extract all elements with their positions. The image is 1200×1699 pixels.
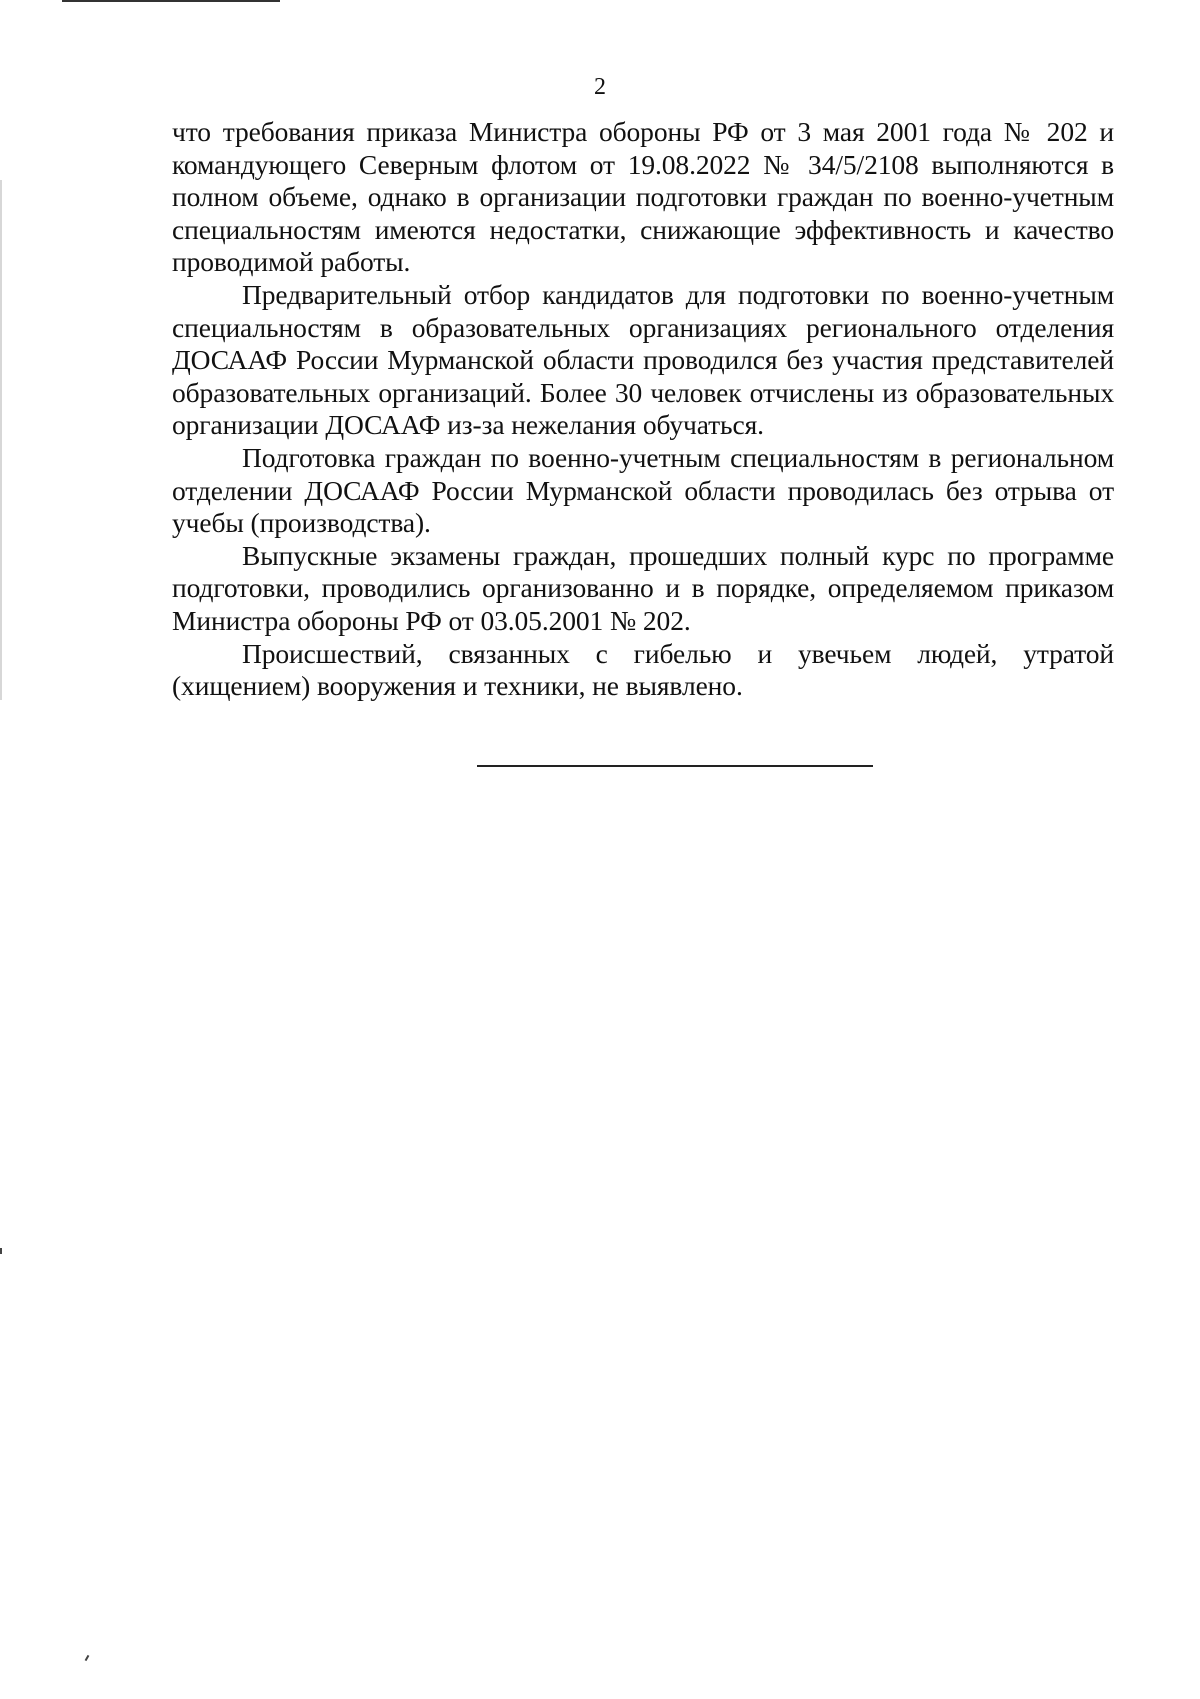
document-body xyxy=(172,116,1114,703)
paragraph-continuation: что требования приказа Министра обороны РФ от 3 мая 2001 года № 202 и командующего Северным флотом от 19.08.2022 № 34/5/2108 выполняются в полном объеме, однако в организации подготовки граждан по военно-учетным специальностям имеются недостатки, снижающие эффективность и качество проводимой работы. xyxy=(172,116,1114,278)
scan-mark xyxy=(85,1655,90,1661)
scan-edge xyxy=(0,180,2,700)
paragraph-final-exams: Выпускные экзамены граждан, прошедших полный курс по программе подготовки, проводились организованно и в порядке, определяемом приказом Министра обороны РФ от 03.05.2001 № 202. xyxy=(172,539,1114,636)
top-rule xyxy=(62,0,280,2)
scan-mark xyxy=(0,1248,2,1254)
paragraph-training: Подготовка граждан по военно-учетным специальностям в региональном отделении ДОСААФ России Мурманской области проводилась без отрыва от учебы (производства). xyxy=(172,441,1114,539)
paragraph-candidate-selection: Предварительный отбор кандидатов для подготовки по военно-учетным специальностям в образовательных организациях регионального отделения ДОСААФ России Мурманской области проводился без участия представителей образовательных организаций. Более 30 человек отчислены из образовательных организации ДОСААФ из-за нежелания обучаться. xyxy=(172,278,1114,441)
end-rule xyxy=(477,765,873,767)
paragraph-incidents: Происшествий, связанных с гибелью и увечьем людей, утратой (хищением) вооружения и техники, не выявлено. xyxy=(172,637,1114,702)
page-number: 2 xyxy=(594,74,606,100)
